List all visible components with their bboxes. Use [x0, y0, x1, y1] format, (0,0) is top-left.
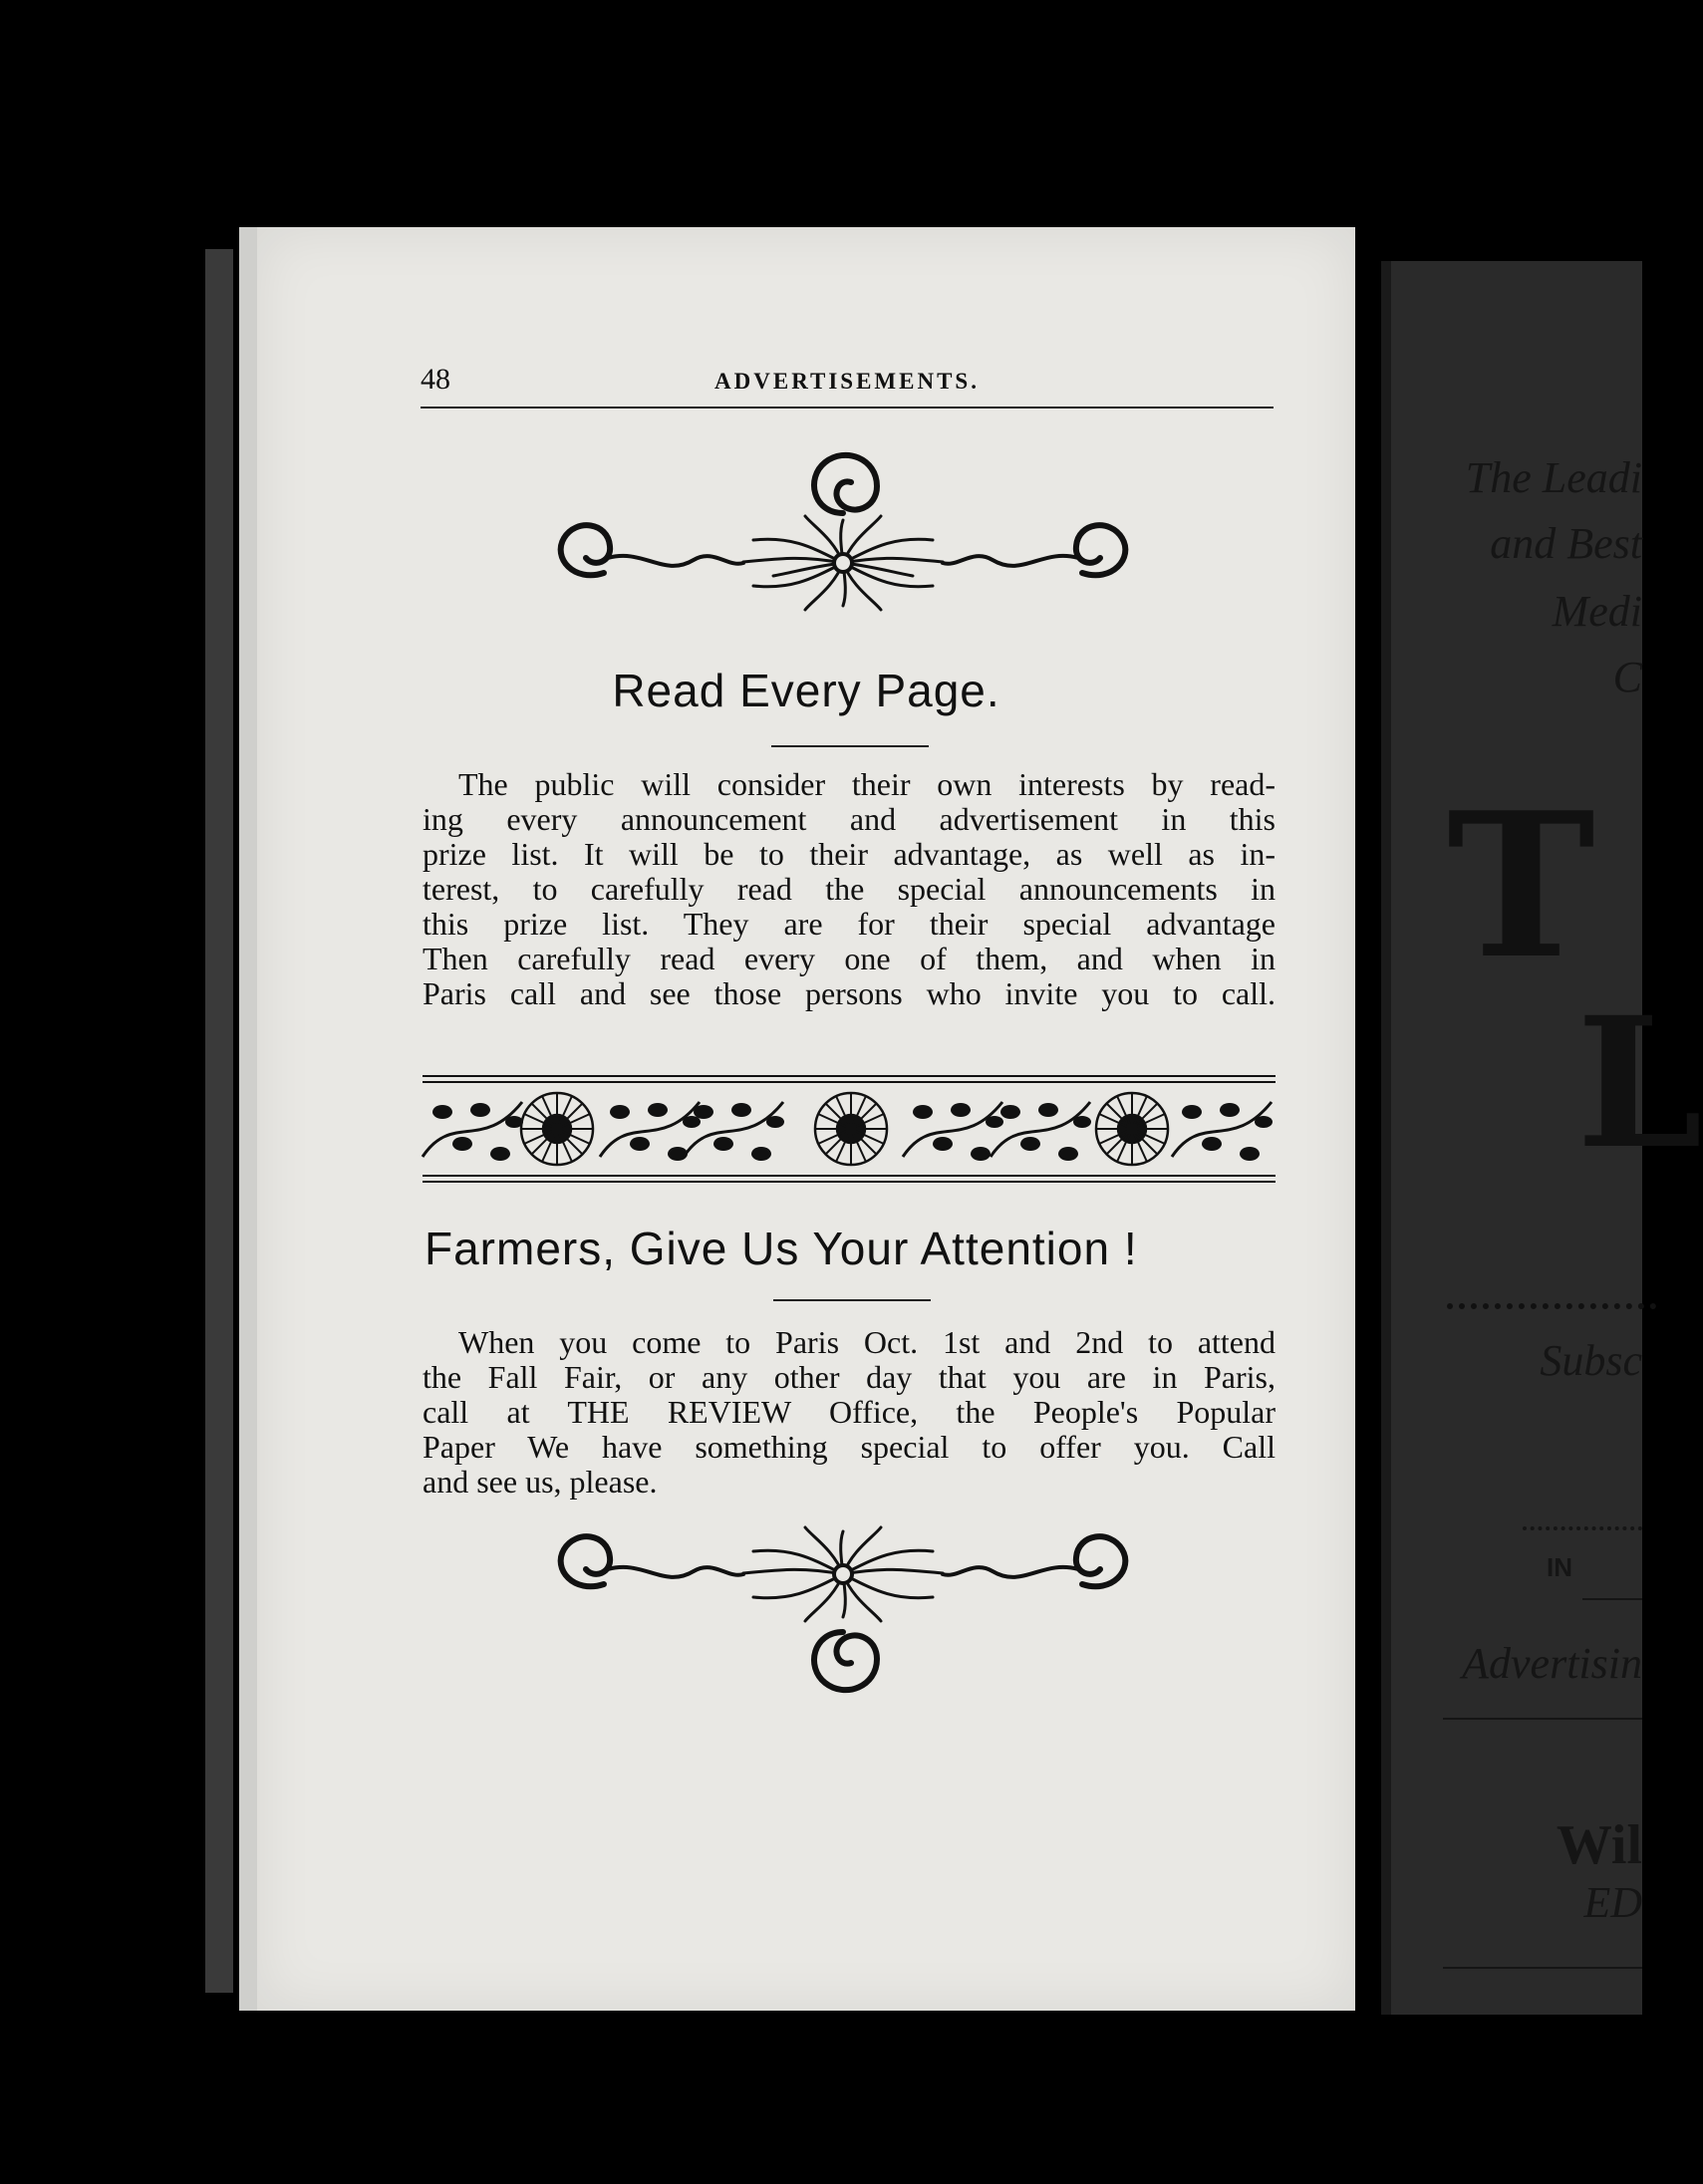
opposite-page-line: The Leadi: [1465, 453, 1642, 502]
opposite-page-line: Medi: [1552, 587, 1642, 636]
opposite-page-dotted-rule: [1523, 1526, 1642, 1530]
blackletter-initials: T L: [1447, 739, 1656, 1317]
paragraph-line: the Fall Fair, or any other day that you are in Paris,: [423, 1359, 1276, 1395]
opposite-page-rule: [1582, 1598, 1642, 1600]
heading-underline: [773, 1299, 931, 1301]
paragraph-line: and see us, please.: [423, 1464, 658, 1500]
opposite-page-rule: [1443, 1967, 1642, 1969]
opposite-page-line: and Best: [1490, 519, 1642, 568]
notice2-paragraph: [423, 1325, 1276, 1500]
header-rule: [421, 407, 1274, 409]
paragraph-line: Paris call and see those persons who invite you to call.: [423, 975, 1276, 1011]
paragraph-line: call at THE REVIEW Office, the People's Popular: [423, 1394, 1276, 1430]
heading-farmers-attention: Farmers, Give Us Your Attention !: [425, 1223, 1138, 1274]
floral-border-ornament: [423, 1072, 1276, 1186]
paragraph-line: When you come to Paris Oct. 1st and 2nd to attend: [458, 1324, 1276, 1360]
heading-read-every-page: Read Every Page.: [612, 665, 1000, 716]
opposite-page-line: IN: [1547, 1552, 1572, 1582]
notice1-paragraph: [423, 767, 1276, 1011]
section-title: ADVERTISEMENTS.: [714, 369, 980, 394]
opposite-page-line: C: [1612, 653, 1642, 701]
paragraph-line: prize list. It will be to their advantage, as well as in-: [423, 836, 1276, 872]
bottom-ornament: [544, 1522, 1142, 1722]
heading-underline: [771, 745, 929, 747]
paragraph-line: this prize list. They are for their special advantage: [423, 906, 1276, 942]
paragraph-line: The public will consider their own interests by read-: [458, 766, 1276, 802]
paragraph-line: terest, to carefully read the special announcements in: [423, 871, 1276, 907]
page-number: 48: [421, 363, 450, 396]
opposite-page-fragment: [1381, 261, 1703, 2015]
opposite-page-line: Wil: [1556, 1814, 1642, 1876]
paragraph-line: Then carefully read every one of them, and when in: [423, 941, 1276, 976]
opposite-page-rule: [1443, 1718, 1642, 1720]
opposite-page-line: Subsc: [1540, 1336, 1642, 1385]
opposite-page-line: Advertisin: [1462, 1639, 1642, 1688]
opposite-page-line: ED: [1583, 1878, 1642, 1927]
document-page: [239, 227, 1355, 2011]
paragraph-line: ing every announcement and advertisement in this: [423, 801, 1276, 837]
page-edge-shadow: [205, 249, 233, 1993]
top-ornament: [544, 428, 1142, 618]
paragraph-line: Paper We have something special to offer you. Call: [423, 1429, 1276, 1465]
running-head: [421, 363, 1274, 407]
